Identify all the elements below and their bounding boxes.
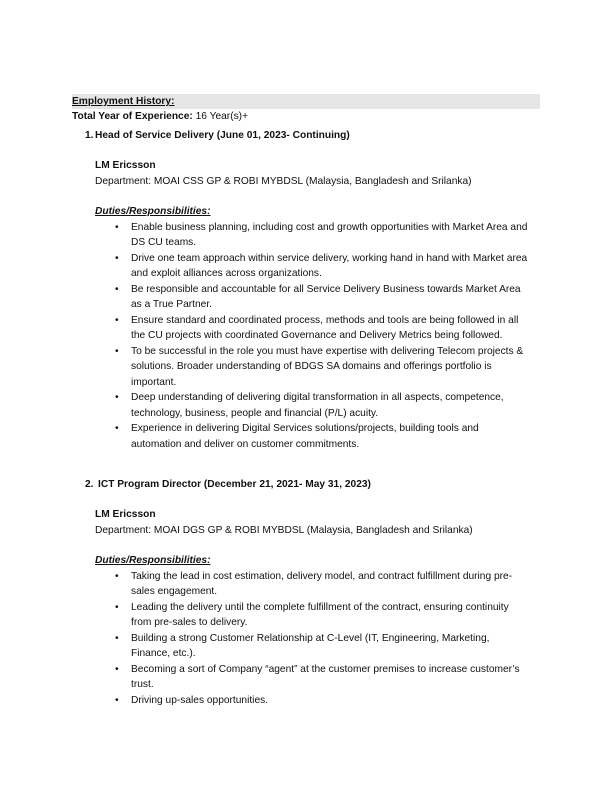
- bullet-icon: •: [115, 314, 119, 326]
- duty-item: [95, 631, 531, 662]
- bullet-icon: •: [115, 632, 119, 644]
- job-title: [85, 128, 545, 143]
- bullet-icon: •: [115, 423, 119, 434]
- total-experience-label: Total Year of Experience:: [72, 111, 193, 122]
- duty-item: [95, 600, 531, 631]
- bullet-icon: •: [115, 392, 119, 403]
- duty-item: [95, 693, 531, 709]
- job-number: 1.: [85, 130, 94, 141]
- job-title: [85, 477, 545, 492]
- duty-item: [95, 421, 531, 452]
- job-entry: [85, 128, 545, 452]
- duty-item: [95, 569, 531, 600]
- bullet-icon: •: [115, 345, 119, 357]
- duty-item: [95, 390, 531, 421]
- duty-text: Be responsible and accountable for all Service Delivery Business towards Market Area as a True Partner.: [131, 283, 521, 310]
- bullet-icon: •: [115, 570, 119, 582]
- department: Department: MOAI DGS GP & ROBI MYBDSL (Malaysia, Bangladesh and Srilanka): [95, 524, 473, 536]
- company-name: LM Ericsson: [95, 160, 156, 171]
- duty-item: [95, 220, 531, 251]
- duty-text: Driving up-sales opportunities.: [131, 694, 269, 706]
- duties-list: [95, 569, 545, 709]
- duty-text: Enable business planning, including cost and growth opportunities with Market Area and DS CU teams.: [131, 221, 528, 248]
- duty-text: To be successful in the role you must have expertise with delivering Telecom projects & solutions. Broader understanding of BDGS SA domains and offerings portfolio is important.: [131, 345, 524, 388]
- bullet-icon: •: [115, 694, 119, 706]
- job-entry: [85, 477, 545, 708]
- duty-item: [95, 282, 531, 313]
- duty-text: Ensure standard and coordinated process, methods and tools are being followed in all the CU projects with coordinated Governance and Delivery Metrics being followed.: [131, 314, 519, 341]
- duty-item: [95, 251, 531, 282]
- duties-label: Duties/Responsibilities:: [95, 555, 211, 566]
- duty-item: [95, 344, 531, 391]
- duties-label: Duties/Responsibilities:: [95, 206, 211, 217]
- total-experience-value: 16 Year(s)+: [192, 111, 249, 122]
- duty-text: Taking the lead in cost estimation, delivery model, and contract fulfillment during pre-sales engagement.: [131, 570, 513, 597]
- duties-list: [95, 220, 545, 453]
- duty-text: Leading the delivery until the complete fulfillment of the contract, ensuring continuity from pre-sales to delivery.: [131, 601, 509, 628]
- job-title-text: ICT Program Director (December 21, 2021- May 31, 2023): [98, 479, 371, 490]
- duty-text: Becoming a sort of Company “agent” at the customer premises to increase customer’s trust.: [131, 663, 520, 690]
- department: Department: MOAI CSS GP & ROBI MYBDSL (Malaysia, Bangladesh and Srilanka): [95, 175, 472, 187]
- duty-item: [95, 662, 531, 693]
- duty-item: [95, 313, 531, 344]
- duty-text: Deep understanding of delivering digital transformation in all aspects, competence, technology, business, people and financial (P/L) acuity.: [131, 392, 504, 419]
- total-experience: [72, 109, 248, 124]
- bullet-icon: •: [115, 221, 119, 233]
- duty-text: Drive one team approach within service delivery, working hand in hand with Market area and exploit alliances across organizations.: [131, 252, 528, 279]
- duty-text: Building a strong Customer Relationship at C-Level (IT, Engineering, Marketing, Finance, etc.).: [131, 632, 490, 659]
- bullet-icon: •: [115, 663, 119, 675]
- job-title-text: Head of Service Delivery (June 01, 2023- Continuing): [95, 130, 350, 141]
- bullet-icon: •: [115, 283, 119, 295]
- bullet-icon: •: [115, 252, 119, 264]
- duty-text: Experience in delivering Digital Services solutions/projects, building tools and automation and deliver on customer commitments.: [131, 423, 479, 450]
- bullet-icon: •: [115, 601, 119, 613]
- job-number: 2.: [85, 479, 94, 490]
- section-title: Employment History:: [72, 96, 175, 107]
- company-name: LM Ericsson: [95, 509, 156, 520]
